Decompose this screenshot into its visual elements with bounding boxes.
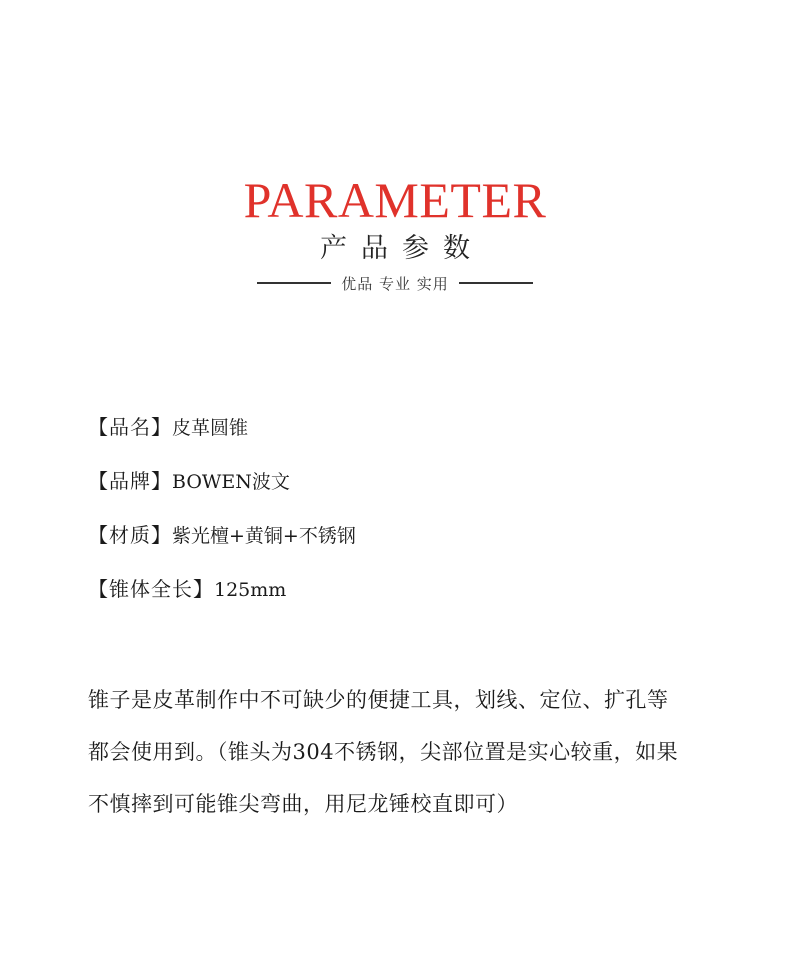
- page-title-cn: 产品参数: [320, 233, 484, 264]
- param-row-name: [88, 414, 356, 441]
- param-value: 125mm: [214, 579, 287, 601]
- param-value: 紫光檀+黄铜+不锈钢: [172, 525, 356, 547]
- param-label: 【品名】: [88, 415, 172, 439]
- param-label: 【材质】: [88, 523, 172, 547]
- divider-right: [459, 282, 533, 284]
- param-value: BOWEN波文: [172, 471, 290, 493]
- page-title-en: PARAMETER: [243, 172, 547, 228]
- slogan-row: [0, 270, 790, 296]
- param-row-brand: [88, 468, 356, 495]
- param-label: 【品牌】: [88, 469, 172, 493]
- description-line: 都会使用到。（锥头为304不锈钢，尖部位置是实心较重，如果: [88, 740, 679, 764]
- description-line: 锥子是皮革制作中不可缺少的便捷工具，划线、定位、扩孔等: [88, 688, 669, 712]
- param-row-length: [88, 576, 356, 603]
- divider-left: [257, 282, 331, 284]
- description: [88, 674, 758, 830]
- description-line: 不慎摔到可能锥尖弯曲，用尼龙锤校直即可）: [88, 792, 518, 816]
- param-row-material: [88, 522, 356, 549]
- param-label: 【锥体全长】: [88, 577, 214, 601]
- header: [0, 170, 790, 296]
- slogan: 优品 专业 实用: [341, 274, 449, 293]
- parameter-list: [88, 414, 356, 630]
- param-value: 皮革圆锥: [172, 417, 249, 439]
